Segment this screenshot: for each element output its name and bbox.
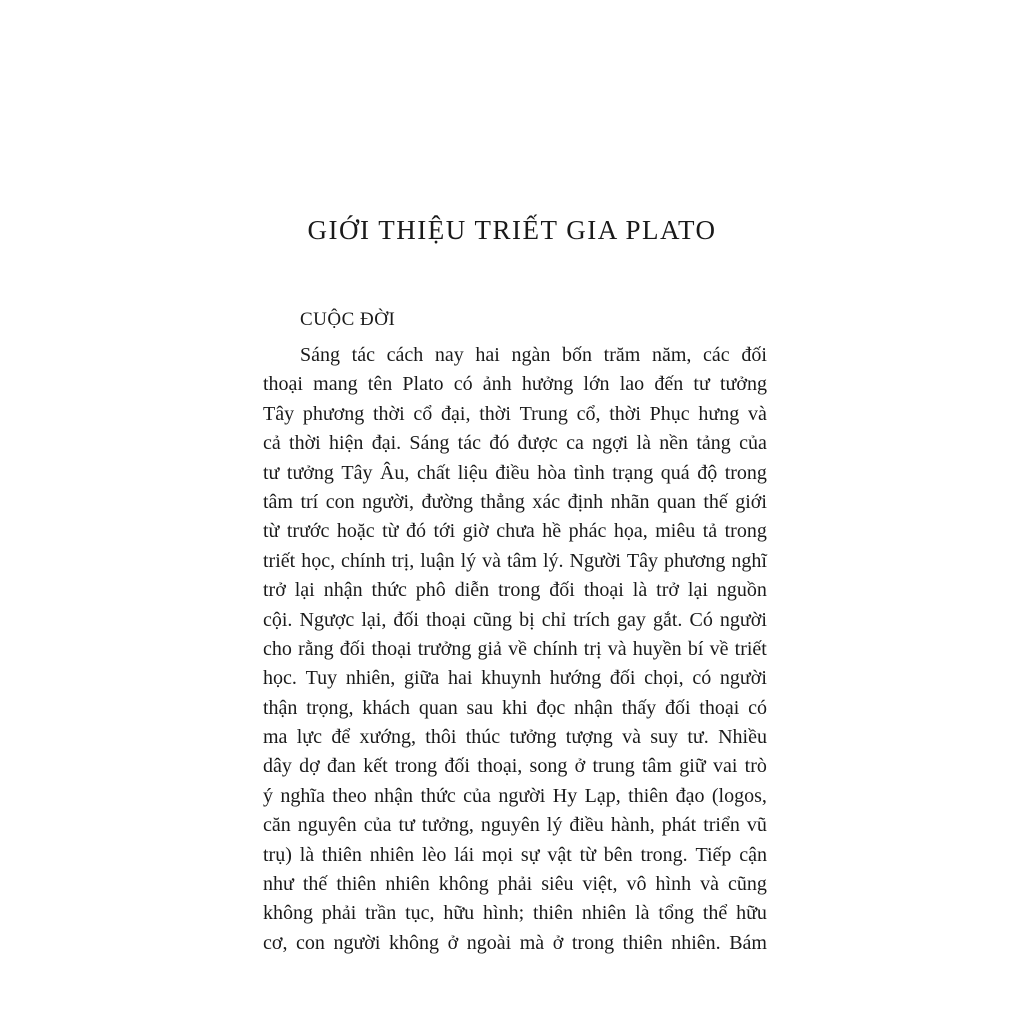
- word: mọi: [481, 843, 514, 866]
- word: Tây: [263, 402, 295, 425]
- word: sau: [466, 696, 494, 719]
- text-line: [263, 664, 767, 693]
- word: có: [453, 373, 473, 396]
- word: Sáng: [409, 432, 450, 455]
- word: Ngược: [299, 608, 355, 631]
- word: theo: [332, 784, 367, 807]
- word: chính: [533, 637, 578, 660]
- word: cội.: [263, 608, 293, 631]
- word: thẳng: [480, 490, 525, 513]
- word: xác: [532, 490, 561, 513]
- word: trọng,: [306, 696, 354, 719]
- word: cơ,: [263, 931, 288, 954]
- word: hữu: [736, 902, 767, 925]
- word: thôi: [425, 726, 457, 749]
- word: ngợi: [592, 432, 629, 455]
- word: triết: [734, 637, 767, 660]
- word: tư: [693, 373, 710, 396]
- word: tưởng: [719, 373, 767, 396]
- word: con: [296, 931, 325, 954]
- word: Lạp,: [584, 784, 621, 807]
- word: diễn: [454, 579, 490, 602]
- word: phương: [302, 402, 365, 425]
- word: lý: [460, 549, 477, 572]
- word: bị: [519, 608, 535, 631]
- word: Tây: [626, 549, 658, 572]
- word: tưởng: [509, 726, 557, 749]
- word: trong: [394, 755, 438, 778]
- word: nghĩ: [731, 549, 767, 572]
- word: sự: [520, 843, 540, 866]
- word: thời: [289, 432, 321, 455]
- text-line: [263, 606, 767, 635]
- word: giờ: [462, 520, 489, 543]
- word: thấy: [621, 696, 657, 719]
- word: hình: [655, 873, 692, 896]
- word: lý.: [542, 549, 564, 572]
- word: mang: [313, 373, 358, 396]
- body-paragraph: [263, 341, 767, 958]
- word: Trung: [519, 402, 568, 425]
- word: trong: [571, 931, 615, 954]
- word: thức: [371, 579, 407, 602]
- word: nhiên: [369, 843, 415, 866]
- word: quan: [656, 490, 696, 513]
- word: nguyên: [297, 814, 357, 837]
- word: tư.: [687, 726, 709, 749]
- word: từ: [382, 520, 399, 543]
- word: triết: [263, 549, 296, 572]
- word: chọi,: [644, 667, 684, 690]
- text-line: [263, 488, 767, 517]
- word: trạng: [612, 461, 654, 484]
- word: điều: [569, 814, 604, 837]
- word: thế: [302, 873, 328, 896]
- word: cho: [263, 637, 292, 660]
- word: là: [635, 902, 650, 925]
- word: là: [632, 579, 648, 602]
- word: xướng,: [359, 726, 416, 749]
- word: bên: [603, 843, 633, 866]
- word: trung: [592, 755, 635, 778]
- word: tư: [398, 814, 415, 837]
- word: tượng: [565, 726, 613, 749]
- word: phát: [661, 814, 697, 837]
- word: nhận: [374, 784, 414, 807]
- word: khi: [501, 696, 528, 719]
- word: vô: [626, 873, 647, 896]
- word: hình;: [483, 902, 525, 925]
- word: đó: [405, 520, 426, 543]
- word: giữa: [403, 667, 440, 690]
- word: hành,: [610, 814, 655, 837]
- word: nhãn: [610, 490, 650, 513]
- word: gắt.: [652, 608, 683, 631]
- word: ở: [574, 755, 586, 778]
- word: Plato: [402, 373, 444, 396]
- word: không: [389, 931, 440, 954]
- word: siêu: [541, 873, 574, 896]
- word: lao: [619, 373, 645, 396]
- word: và: [482, 549, 502, 572]
- word: ngoài: [466, 931, 512, 954]
- word: của: [363, 814, 392, 837]
- word: ca: [566, 432, 584, 455]
- word: phô: [415, 579, 446, 602]
- text-line: [263, 400, 767, 429]
- word: quan: [418, 696, 458, 719]
- word: trưởng: [417, 637, 472, 660]
- word: phải: [497, 873, 533, 896]
- word: hai: [447, 667, 473, 690]
- word: đối: [549, 579, 575, 602]
- text-line: [263, 576, 767, 605]
- word: vũ: [746, 814, 767, 837]
- word: rằng: [298, 637, 334, 660]
- word: hưởng: [521, 373, 574, 396]
- word: thể: [702, 902, 728, 925]
- text-line: [263, 782, 767, 811]
- word: Người: [569, 549, 621, 572]
- word: là: [636, 432, 651, 455]
- word: Bám: [729, 931, 767, 954]
- word: cũng: [473, 608, 513, 631]
- word: và: [622, 726, 641, 749]
- word: trước: [286, 520, 330, 543]
- word: ảnh: [482, 373, 512, 396]
- word: trí: [300, 490, 319, 513]
- word: cả: [263, 432, 281, 455]
- word: độ: [697, 461, 718, 484]
- word: trích: [573, 608, 610, 631]
- chapter-title: GIỚI THIỆU TRIẾT GIA PLATO: [307, 215, 717, 245]
- text-line: [263, 752, 767, 781]
- word: nhiên,: [345, 667, 396, 690]
- word: trị,: [391, 549, 415, 572]
- word: việt,: [582, 873, 618, 896]
- word: song: [529, 755, 568, 778]
- word: thoại: [371, 637, 412, 660]
- word: thúc: [465, 726, 501, 749]
- word: học,: [301, 549, 336, 572]
- word: là: [299, 843, 315, 866]
- word: nhiên: [385, 873, 430, 896]
- word: ở: [552, 931, 564, 954]
- word: học.: [263, 667, 297, 690]
- word: trăm: [603, 344, 641, 366]
- word: thận: [263, 696, 298, 719]
- word: và: [700, 873, 719, 896]
- word: và: [747, 402, 767, 425]
- word: và: [607, 637, 627, 660]
- word: từ: [579, 843, 596, 866]
- word: chỉ: [541, 608, 567, 631]
- word: cổ,: [576, 402, 601, 425]
- word: tâm: [263, 490, 293, 513]
- word: thời: [479, 402, 511, 425]
- word: lực: [296, 726, 323, 749]
- text-line: [263, 899, 767, 928]
- word: đạo: [675, 784, 705, 807]
- word: phác: [568, 520, 607, 543]
- word: tới: [433, 520, 456, 543]
- word: thoại: [583, 579, 624, 602]
- word: thức: [420, 784, 456, 807]
- word: nguyên: [480, 814, 540, 837]
- word: nghĩa: [280, 784, 325, 807]
- word: con: [325, 490, 355, 513]
- word: người: [719, 667, 767, 690]
- word: không: [438, 873, 489, 896]
- word: để: [331, 726, 351, 749]
- word: trở: [656, 579, 679, 602]
- word: lớn: [583, 373, 610, 396]
- word: tưởng: [286, 461, 334, 484]
- word: trụ): [263, 843, 292, 866]
- word: về: [508, 637, 527, 660]
- word: người: [498, 784, 546, 807]
- word: phương: [663, 549, 726, 572]
- word: đại,: [441, 402, 471, 425]
- word: tâm: [641, 755, 672, 778]
- word: nhận: [574, 696, 613, 719]
- word: đối: [609, 667, 636, 690]
- word: suy: [650, 726, 679, 749]
- word: phải: [321, 902, 357, 925]
- word: điều: [495, 461, 530, 484]
- word: định: [567, 490, 604, 513]
- word: từ: [263, 520, 280, 543]
- word: hiện: [329, 432, 364, 455]
- word: tình: [573, 461, 605, 484]
- word: đối: [339, 637, 366, 660]
- word: bốn: [562, 344, 593, 366]
- word: họa,: [613, 520, 648, 543]
- word: Tuy: [305, 667, 338, 690]
- word: nay: [434, 344, 464, 366]
- word: miêu: [655, 520, 696, 543]
- text-line: [263, 517, 767, 546]
- word: chính: [341, 549, 386, 572]
- word: thoại: [699, 696, 740, 719]
- text-line: [263, 694, 767, 723]
- word: thoại: [426, 608, 467, 631]
- word: kết: [363, 755, 388, 778]
- word: lý: [546, 814, 563, 837]
- word: thiên: [533, 902, 573, 925]
- text-line: [263, 635, 767, 664]
- word: Hy: [552, 784, 578, 807]
- word: Nhiều: [718, 726, 767, 749]
- word: đối: [664, 696, 691, 719]
- word: ma: [263, 726, 288, 749]
- word: thiên: [622, 931, 663, 954]
- word: cận: [739, 843, 767, 866]
- word: tục,: [405, 902, 435, 925]
- word: ở: [447, 931, 459, 954]
- word: trong.: [640, 843, 688, 866]
- word: dợ: [299, 755, 320, 778]
- word: tổng: [658, 902, 694, 925]
- word: bí: [687, 637, 704, 660]
- word: trị: [583, 637, 602, 660]
- word: hai: [475, 344, 500, 366]
- word: đối: [741, 344, 767, 366]
- word: không: [263, 902, 313, 925]
- word: cổ: [413, 402, 433, 425]
- word: của: [463, 784, 491, 807]
- word: trong: [498, 579, 541, 602]
- word: trong: [724, 520, 767, 543]
- word: căn: [263, 814, 291, 837]
- word: lại: [687, 579, 708, 602]
- word: về: [709, 637, 729, 660]
- word: trong: [724, 461, 767, 484]
- word: huyền: [632, 637, 682, 660]
- word: thế: [703, 490, 728, 513]
- word: trần: [365, 902, 397, 925]
- word: lại: [294, 579, 315, 602]
- word: người: [333, 931, 381, 954]
- word: trở: [263, 579, 286, 602]
- word: của: [739, 432, 767, 455]
- word: vật: [547, 843, 572, 866]
- word: thiên: [336, 873, 377, 896]
- word: mà: [519, 931, 545, 954]
- word: tảng: [696, 432, 731, 455]
- word: hoặc: [336, 520, 375, 543]
- text-line: [263, 870, 767, 899]
- word: Sáng: [300, 344, 340, 366]
- text-line: [263, 459, 767, 488]
- word: Tây: [341, 461, 373, 484]
- text-line: [263, 929, 767, 958]
- word: tác: [351, 344, 375, 366]
- word: dây: [263, 755, 292, 778]
- word: ngàn: [511, 344, 551, 366]
- word: hề: [542, 520, 562, 543]
- word: liệu: [457, 461, 488, 484]
- word: ý: [263, 784, 273, 807]
- word: đối: [444, 755, 470, 778]
- word: Tiếp: [695, 843, 732, 866]
- word: Có: [689, 608, 713, 631]
- text-line: [263, 811, 767, 840]
- word: đối: [393, 608, 419, 631]
- word: đường: [421, 490, 473, 513]
- word: thoại: [263, 373, 303, 396]
- text-line: [263, 547, 767, 576]
- word: có: [748, 696, 767, 719]
- word: Phục: [649, 402, 690, 425]
- word: hưng: [698, 402, 740, 425]
- word: thiên: [628, 784, 669, 807]
- word: tác: [457, 432, 481, 455]
- word: trò: [744, 755, 767, 778]
- word: đại.: [371, 432, 402, 455]
- word: nguồn: [716, 579, 767, 602]
- word: nền: [659, 432, 689, 455]
- word: có: [692, 667, 712, 690]
- word: nhiên: [581, 902, 627, 925]
- word: (logos,: [711, 784, 767, 807]
- word: giới: [735, 490, 767, 513]
- word: nhiên.: [671, 931, 721, 954]
- word: luận: [420, 549, 455, 572]
- word: chưa: [496, 520, 535, 543]
- section-heading: CUỘC ĐỜI: [300, 309, 396, 330]
- word: tư: [263, 461, 280, 484]
- word: giả: [477, 637, 502, 660]
- word: tưởng,: [421, 814, 474, 837]
- word: đó: [489, 432, 510, 455]
- word: thiên: [321, 843, 362, 866]
- word: năm,: [651, 344, 692, 366]
- word: tả: [702, 520, 718, 543]
- word: người,: [362, 490, 415, 513]
- word: đến: [654, 373, 684, 396]
- word: giữ: [679, 755, 706, 778]
- word: hòa: [537, 461, 567, 484]
- text-line: [263, 370, 767, 399]
- word: thoại,: [477, 755, 523, 778]
- word: người: [719, 608, 767, 631]
- word: gay: [617, 608, 646, 631]
- word: tâm: [507, 549, 537, 572]
- word: khách: [362, 696, 411, 719]
- word: lại,: [361, 608, 387, 631]
- word: vai: [712, 755, 738, 778]
- word: cách: [386, 344, 424, 366]
- word: quá: [660, 461, 690, 484]
- word: đan: [327, 755, 356, 778]
- word: tên: [367, 373, 393, 396]
- word: chất: [416, 461, 451, 484]
- word: lèo: [421, 843, 447, 866]
- word: như: [263, 873, 294, 896]
- word: nhận: [323, 579, 363, 602]
- word: thời: [609, 402, 641, 425]
- text-line: [263, 429, 767, 458]
- word: cũng: [728, 873, 767, 896]
- word: triển: [703, 814, 740, 837]
- word: Âu,: [379, 461, 410, 484]
- word: các: [703, 344, 730, 366]
- word: đọc: [536, 696, 566, 719]
- word: lái: [454, 843, 475, 866]
- word: hữu: [443, 902, 475, 925]
- word: khuynh: [481, 667, 542, 690]
- word: được: [517, 432, 558, 455]
- word: thời: [372, 402, 405, 425]
- text-line: [263, 341, 767, 370]
- word: hướng: [549, 667, 602, 690]
- text-line: [263, 723, 767, 752]
- text-line: [263, 841, 767, 870]
